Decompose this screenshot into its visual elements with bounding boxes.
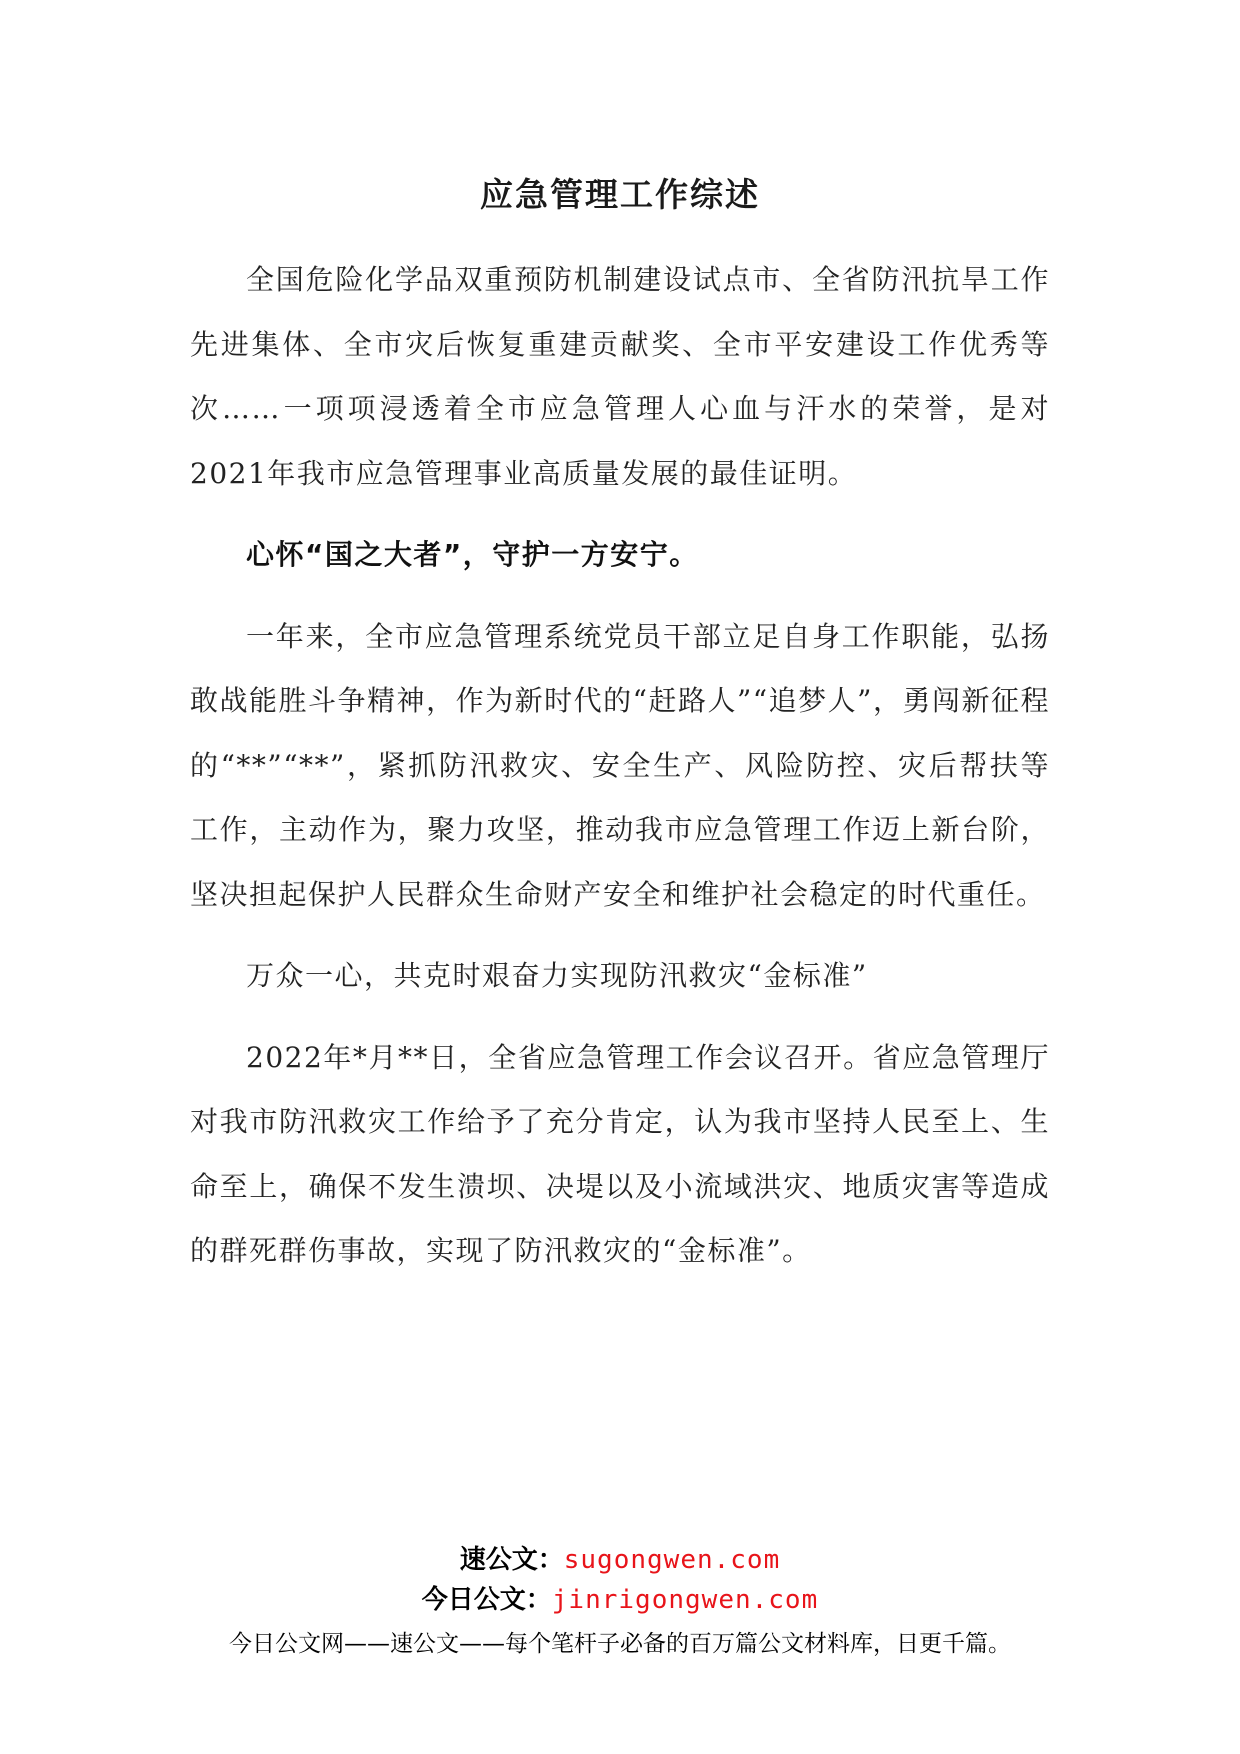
footer-line-sugongwen [0, 1540, 1240, 1580]
footer-slogan: 今日公文网——速公文——每个笔杆子必备的百万篇公文材料库，日更千篇。 [229, 1631, 1011, 1657]
footer-line-jinrigongwen [0, 1580, 1240, 1620]
footer-label-sugongwen: 速公文： [459, 1545, 564, 1575]
section-heading-2: 万众一心，共克时艰奋力实现防汛救灾“金标准” [246, 959, 868, 992]
paragraph-year-review: 一年来，全市应急管理系统党员干部立足自身工作职能，弘扬敢战能胜斗争精神，作为新时代的“赶路人”“追梦人”，勇闯新征程的“**”“**”，紧抓防汛救灾、安全生产、风险防控、灾后帮扶等工作，主动作为，聚力攻坚，推动我市应急管理工作迈上新台阶，坚决担起保护人民群众生命财产安全和维护社会稳定的时代重任。 [190, 619, 1050, 911]
footer-link-jinrigongwen[interactable]: jinrigongwen.com [551, 1585, 819, 1615]
paragraph-meeting: 2022年*月**日，全省应急管理工作会议召开。省应急管理厅对我市防汛救灾工作给予了充分肯定，认为我市坚持人民至上、生命至上，确保不发生溃坝、决堤以及小流域洪灾、地质灾害等造成的群死群伤事故，实现了防汛救灾的“金标准”。 [190, 1040, 1050, 1267]
footer-label-jinrigongwen: 今日公文： [421, 1585, 552, 1615]
footer-link-sugongwen[interactable]: sugongwen.com [563, 1545, 781, 1575]
document-body [190, 248, 1050, 1284]
footer-watermark [0, 1540, 1240, 1664]
paragraph-intro: 全国危险化学品双重预防机制建设试点市、全省防汛抗旱工作先进集体、全市灾后恢复重建贡献奖、全市平安建设工作优秀等次……一项项浸透着全市应急管理人心血与汗水的荣誉，是对2021年我市应急管理事业高质量发展的最佳证明。 [190, 263, 1050, 490]
document-title: 应急管理工作综述 [480, 175, 760, 214]
section-heading-1: 心怀“国之大者”，守护一方安宁。 [246, 538, 699, 571]
